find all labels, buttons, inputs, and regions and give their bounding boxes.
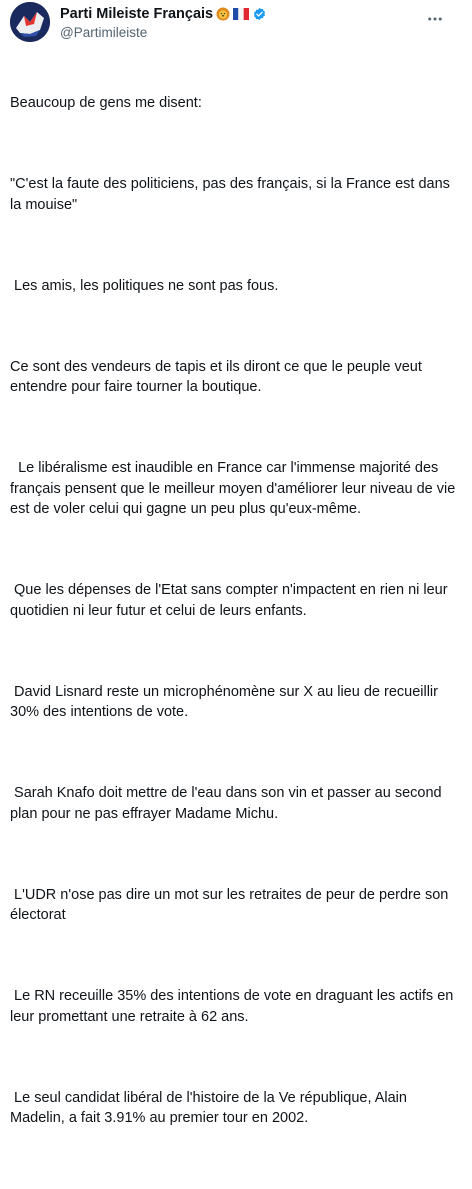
tweet-header xyxy=(10,0,460,52)
tweet-paragraph: Le RN receuille 35% des intentions de vote en draguant les actifs en leur promettant une retraite à 62 ans. xyxy=(10,988,458,1025)
tweet-paragraph: Ce sont des vendeurs de tapis et ils diront ce que le peuple veut entendre pour faire tourner la boutique. xyxy=(10,358,426,395)
tweet-paragraph: Le seul candidat libéral de l'histoire de la Ve république, Alain Madelin, a fait 3.91% au premier tour en 2002. xyxy=(10,1089,411,1126)
tweet-paragraph: David Lisnard reste un microphénomène sur X au lieu de recueillir 30% des intentions de vote. xyxy=(10,683,443,720)
author-handle[interactable]: @Partimileiste xyxy=(60,25,148,40)
more-options-button[interactable] xyxy=(418,2,452,36)
tweet-paragraph: Les amis, les politiques ne sont pas fous. xyxy=(10,277,279,294)
tweet-paragraph: "C'est la faute des politiciens, pas des français, si la France est dans la mouise" xyxy=(10,176,454,213)
display-name-row xyxy=(60,5,267,23)
author-names xyxy=(60,5,267,40)
french-flag-icon xyxy=(233,7,249,21)
tweet-paragraph: L'UDR n'ose pas dire un mot sur les retraites de peur de perdre son électorat xyxy=(10,886,453,923)
lion-face-icon xyxy=(216,7,230,21)
party-logo-icon xyxy=(10,2,50,42)
tweet-paragraph: Beaucoup de gens me disent: xyxy=(10,95,202,111)
tweet-paragraph: Sarah Knafo doit mettre de l'eau dans son vin et passer au second plan pour ne pas effrayer Madame Michu. xyxy=(10,785,446,822)
display-name[interactable]: Parti Mileiste Français xyxy=(60,6,214,22)
more-horizontal-icon xyxy=(426,10,444,28)
avatar[interactable] xyxy=(10,2,50,42)
verified-badge-icon xyxy=(252,7,267,21)
tweet-paragraph: Le libéralisme est inaudible en France car l'immense majorité des français pensent que le meilleur moyen d'améliorer leur niveau de vie est de voler celui qui gagne un peu plus qu'eux-même. xyxy=(10,460,460,517)
tweet-text xyxy=(10,52,460,1189)
tweet-paragraph: Que les dépenses de l'Etat sans compter n'impactent en rien ni leur quotidien ni leur futur et celui de leurs enfants. xyxy=(10,582,452,619)
